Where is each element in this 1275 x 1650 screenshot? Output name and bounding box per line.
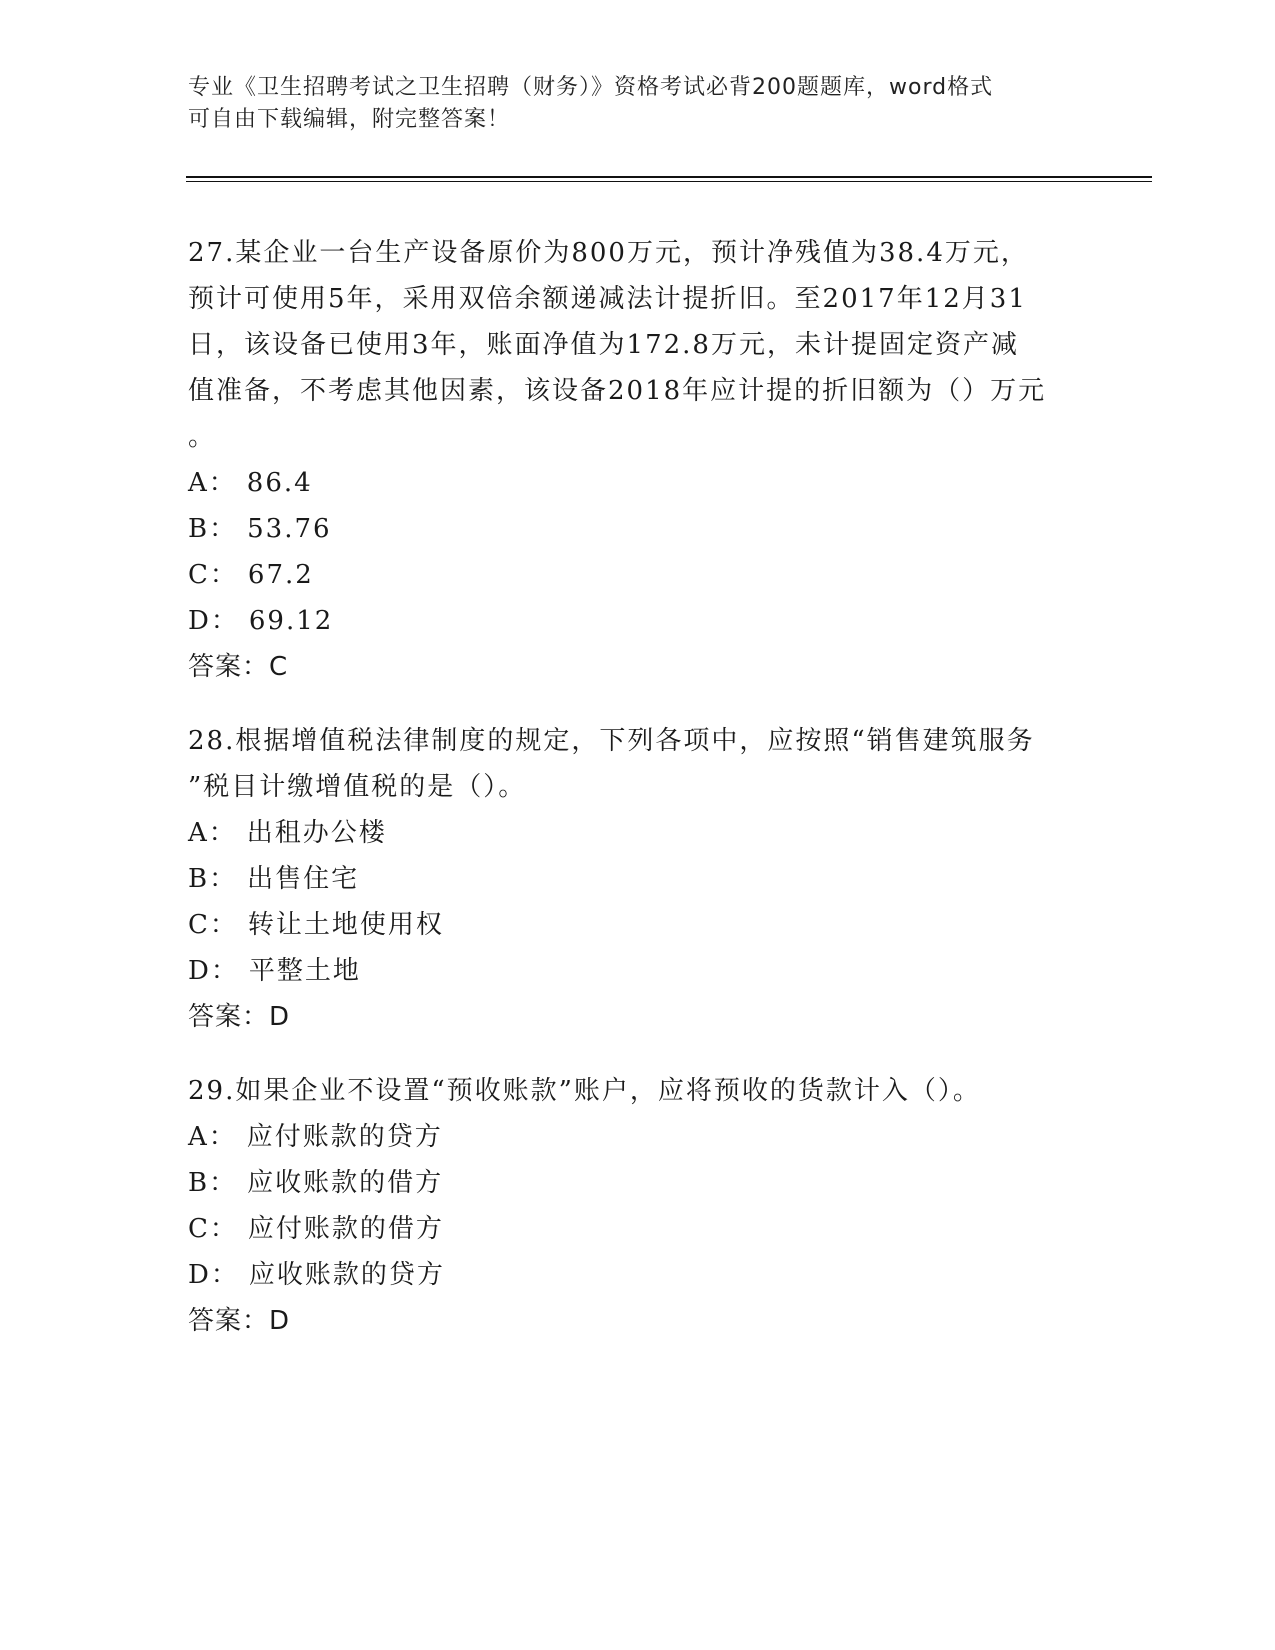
option-letter: B: [188, 1168, 210, 1198]
option-letter: A: [188, 468, 209, 498]
header-divider-thin: [186, 181, 1152, 182]
option-letter: C: [188, 1214, 210, 1244]
question-stem-line: ”税目计缴增值税的是（）。: [188, 772, 527, 802]
option-separator: ：: [209, 864, 238, 894]
option-a: [188, 810, 1088, 856]
option-separator: ：: [210, 956, 239, 986]
answer-label: 答案：D: [188, 1002, 291, 1032]
option-text: 应付账款的借方: [247, 1214, 444, 1244]
option-a: [188, 460, 1088, 506]
question-27: [188, 230, 1088, 690]
option-separator: ：: [209, 1168, 238, 1198]
option-d: [188, 1252, 1088, 1298]
option-text: 69.12: [248, 606, 334, 636]
option-separator: ：: [208, 818, 237, 848]
option-separator: ：: [209, 910, 238, 940]
document-header: [188, 72, 1088, 136]
option-letter: D: [188, 1260, 211, 1290]
option-separator: ：: [209, 514, 238, 544]
option-b: [188, 856, 1088, 902]
option-b: [188, 506, 1088, 552]
option-text: 转让土地使用权: [247, 910, 444, 940]
option-b: [188, 1160, 1088, 1206]
option-letter: D: [188, 956, 211, 986]
question-stem-line: 日，该设备已使用3年，账面净值为172.8万元，未计提固定资产减: [188, 330, 1019, 360]
question-stem-line: 28.根据增值税法律制度的规定，下列各项中，应按照“销售建筑服务: [188, 726, 1035, 756]
option-d: [188, 948, 1088, 994]
option-text: 应收账款的借方: [247, 1168, 444, 1198]
option-separator: ：: [209, 560, 238, 590]
option-letter: C: [188, 910, 210, 940]
option-letter: A: [188, 1122, 209, 1152]
option-separator: ：: [208, 1122, 237, 1152]
option-letter: A: [188, 818, 209, 848]
option-separator: ：: [210, 606, 239, 636]
question-stem-line: 预计可使用5年，采用双倍余额递减法计提折旧。至2017年12月31: [188, 284, 1027, 314]
header-line-1: 专业《卫生招聘考试之卫生招聘（财务）》资格考试必背200题题库，word格式: [188, 75, 994, 100]
question-28: [188, 718, 1088, 1040]
header-divider-thick: [186, 176, 1152, 178]
option-c: [188, 902, 1088, 948]
option-letter: B: [188, 514, 210, 544]
option-c: [188, 1206, 1088, 1252]
option-text: 应付账款的贷方: [246, 1122, 443, 1152]
question-stem-line: 。: [188, 422, 217, 452]
question-29: [188, 1068, 1088, 1344]
option-letter: B: [188, 864, 210, 894]
question-list: [188, 230, 1088, 1372]
option-separator: ：: [209, 1214, 238, 1244]
question-stem-line: 值准备，不考虑其他因素，该设备2018年应计提的折旧额为（）万元: [188, 376, 1047, 406]
option-text: 出售住宅: [247, 864, 360, 894]
option-separator: ：: [208, 468, 237, 498]
option-text: 67.2: [247, 560, 314, 590]
option-text: 53.76: [247, 514, 332, 544]
option-text: 应收账款的贷方: [248, 1260, 445, 1290]
answer-label: 答案：C: [188, 652, 289, 682]
header-line-2: 可自由下载编辑，附完整答案！: [188, 107, 511, 132]
question-stem-line: 29.如果企业不设置“预收账款”账户，应将预收的货款计入（）。: [188, 1076, 981, 1106]
option-separator: ：: [210, 1260, 239, 1290]
answer-label: 答案：D: [188, 1306, 291, 1336]
option-c: [188, 552, 1088, 598]
option-d: [188, 598, 1088, 644]
option-a: [188, 1114, 1088, 1160]
option-text: 平整土地: [248, 956, 361, 986]
question-stem-line: 27.某企业一台生产设备原价为800万元，预计净残值为38.4万元，: [188, 238, 1029, 268]
option-text: 86.4: [246, 468, 313, 498]
option-text: 出租办公楼: [246, 818, 387, 848]
option-letter: D: [188, 606, 211, 636]
option-letter: C: [188, 560, 210, 590]
